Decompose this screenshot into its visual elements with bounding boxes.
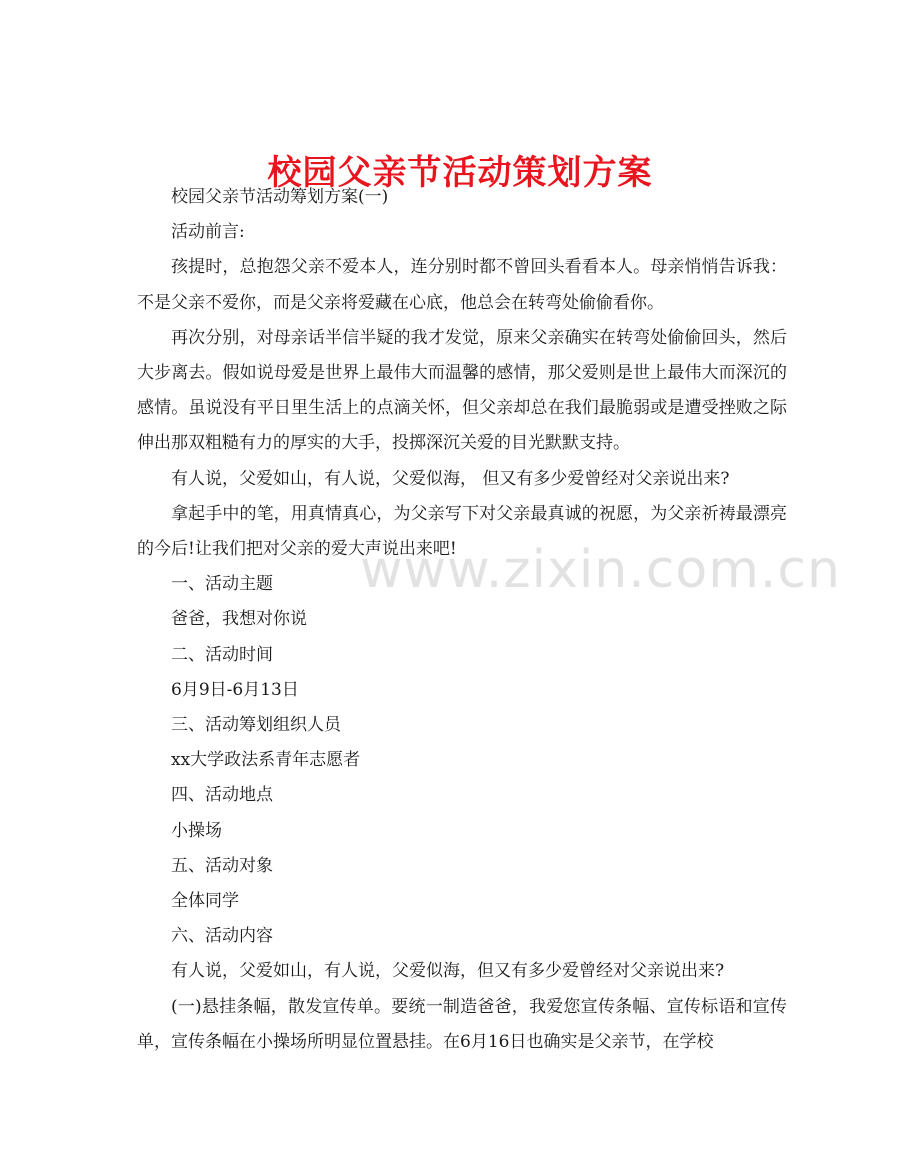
section-heading-organizers: 三、活动筹划组织人员 bbox=[171, 715, 341, 736]
section-heading-time: 二、活动时间 bbox=[171, 644, 273, 665]
body-paragraph: 有人说，父爱如山，有人说，父爱似海，但又有多少爱曾经对父亲说出来? bbox=[171, 961, 725, 982]
body-paragraph: 孩提时，总抱怨父亲不爱本人，连分别时都不曾回头看看本人。母亲悄悄告诉我：不是父亲不爱你，而是父亲将爱藏在心底，他总会在转弯处偷偷看你。 bbox=[137, 257, 787, 313]
document-body bbox=[137, 180, 787, 1060]
document-title: 校园父亲节活动策划方案 bbox=[267, 152, 653, 193]
section-content-theme: 爸爸，我想对你说 bbox=[171, 609, 307, 630]
subtitle-paragraph: 校园父亲节活动筹划方案(一) bbox=[171, 187, 389, 207]
section-content-location: 小操场 bbox=[171, 820, 222, 841]
section-content-organizers: xx大学政法系青年志愿者 bbox=[171, 750, 361, 771]
preface-heading: 活动前言: bbox=[171, 222, 245, 243]
body-paragraph: 有人说，父爱如山，有人说，父爱似海， 但又有多少爱曾经对父亲说出来? bbox=[171, 468, 730, 489]
section-heading-location: 四、活动地点 bbox=[171, 785, 273, 806]
section-heading-content: 六、活动内容 bbox=[171, 926, 273, 947]
body-paragraph: 拿起手中的笔，用真情真心，为父亲写下对父亲最真诚的祝愿，为父亲祈祷最漂亮的今后!让我们把对父亲的爱大声说出来吧! bbox=[137, 503, 787, 560]
watermark: www.zixin.com.cn bbox=[360, 540, 841, 600]
section-content-time: 6月9日-6月13日 bbox=[171, 679, 299, 700]
section-heading-theme: 一、活动主题 bbox=[171, 574, 273, 595]
body-paragraph: 再次分别，对母亲话半信半疑的我才发觉，原来父亲确实在转弯处偷偷回头，然后大步离去。假如说母爱是世界上最伟大而温馨的感情，那父爱则是世上最伟大而深沉的感情。虽说没有平日里生活上的点滴关怀，但父亲却总在我们最脆弱或是遭受挫败之际伸出那双粗糙有力的厚实的大手，投掷深沉关爱的目光默默支持。 bbox=[137, 327, 787, 454]
section-heading-audience: 五、活动对象 bbox=[171, 855, 273, 876]
section-content-audience: 全体同学 bbox=[171, 891, 239, 912]
body-paragraph: (一)悬挂条幅，散发宣传单。要统一制造爸爸，我爱您宣传条幅、宣传标语和宣传单，宣传条幅在小操场所明显位置悬挂。在6月16日也确实是父亲节，在学校 bbox=[137, 996, 787, 1052]
